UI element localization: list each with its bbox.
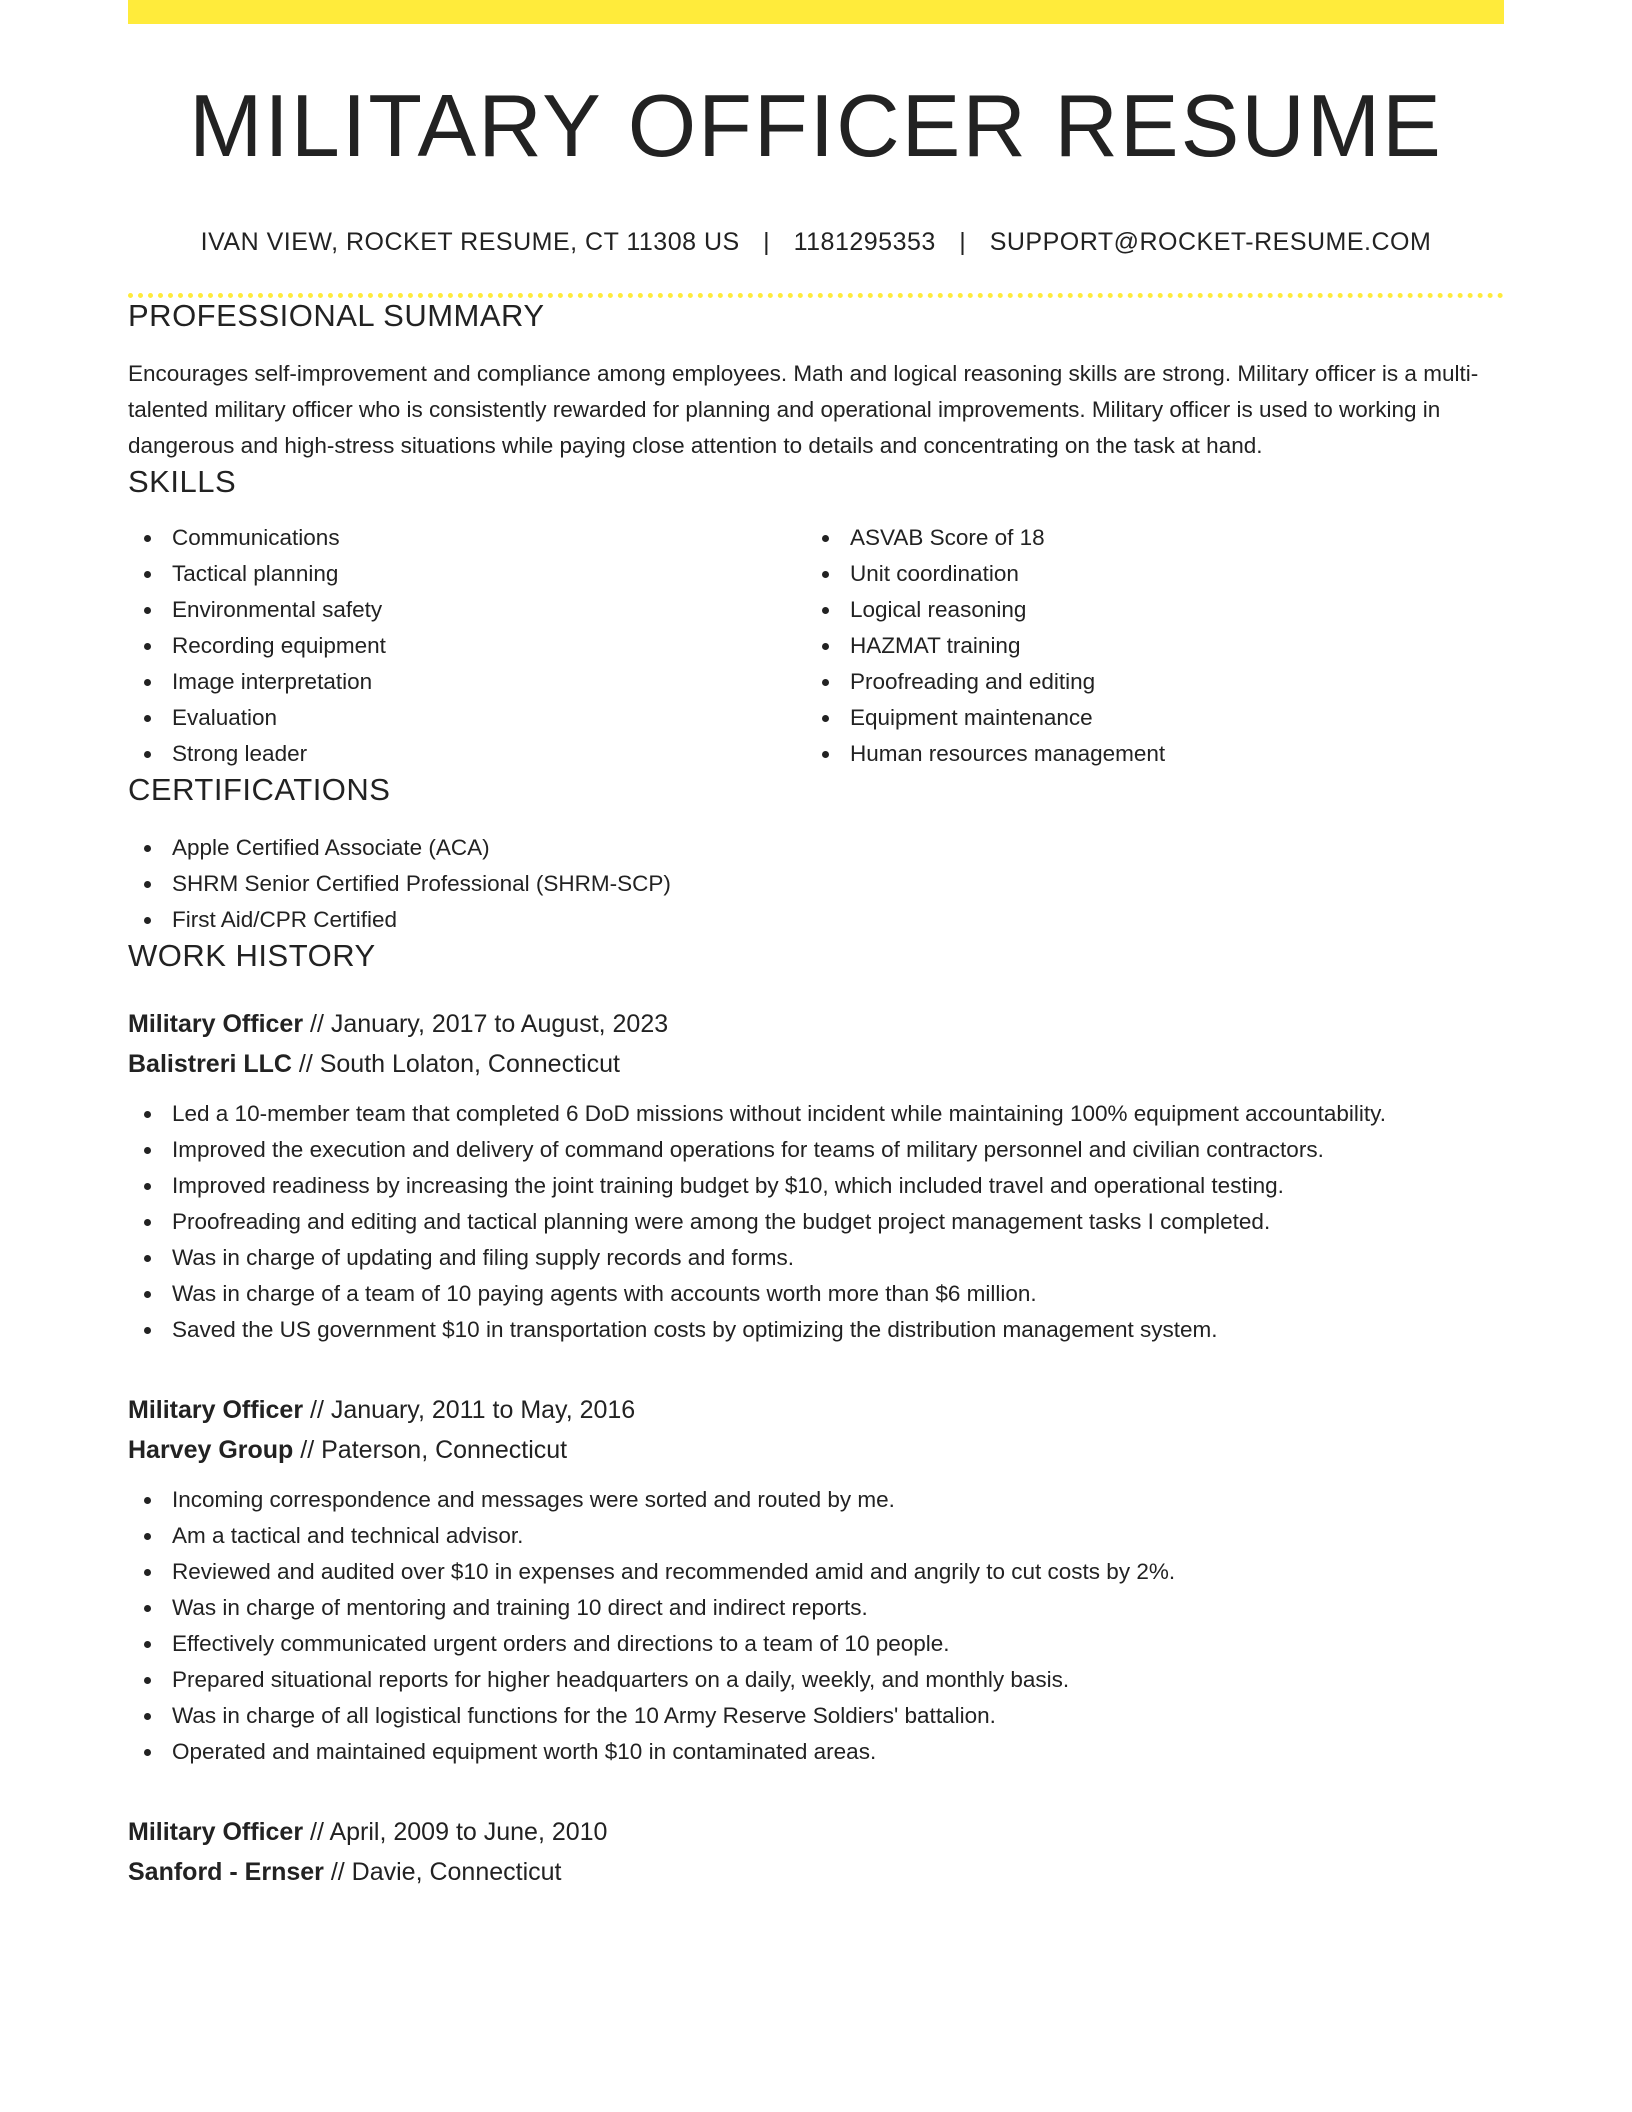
skills-list-right [806,520,1484,772]
skill-item: Strong leader [128,736,806,772]
certification-item: First Aid/CPR Certified [128,902,1504,938]
job-title: Military Officer [128,1396,304,1424]
certifications-list [128,830,1504,938]
skill-item: Proofreading and editing [806,664,1484,700]
job-bullet: Improved the execution and delivery of command operations for teams of military personnel and civilian contractors. [128,1132,1504,1168]
job-entry [128,1390,1504,1770]
job-title: Military Officer [128,1010,304,1038]
summary-heading: PROFESSIONAL SUMMARY [128,298,545,333]
job-bullet: Operated and maintained equipment worth $10 in contaminated areas. [128,1734,1504,1770]
job-bullet: Was in charge of a team of 10 paying agents with accounts worth more than $6 million. [128,1276,1504,1312]
job-company: Sanford - Ernser [128,1858,324,1886]
skill-item: Evaluation [128,700,806,736]
skill-item: Image interpretation [128,664,806,700]
job-bullets [128,1096,1504,1348]
job-bullet: Proofreading and editing and tactical planning were among the budget project management tasks I completed. [128,1204,1504,1240]
job-dates: // January, 2017 to August, 2023 [310,1010,669,1038]
skill-item: Equipment maintenance [806,700,1484,736]
job-bullet: Incoming correspondence and messages were sorted and routed by me. [128,1482,1504,1518]
job-entry [128,1004,1504,1348]
job-bullet: Saved the US government $10 in transportation costs by optimizing the distribution management system. [128,1312,1504,1348]
skill-item: Tactical planning [128,556,806,592]
job-company: Balistreri LLC [128,1050,292,1078]
job-location: // Davie, Connecticut [330,1858,562,1886]
job-bullet: Am a tactical and technical advisor. [128,1518,1504,1554]
skill-item: Unit coordination [806,556,1484,592]
skill-item: Communications [128,520,806,556]
job-dates: // April, 2009 to June, 2010 [310,1818,608,1846]
job-bullet: Was in charge of mentoring and training 10 direct and indirect reports. [128,1590,1504,1626]
job-title-line [128,1390,1504,1430]
skills-grid [128,520,1504,772]
job-company-line [128,1430,1504,1470]
contact-email[interactable]: SUPPORT@ROCKET-RESUME.COM [989,228,1432,256]
contact-phone: 1181295353 [793,228,936,256]
job-bullet: Reviewed and audited over $10 in expenses and recommended amid and angrily to cut costs by 2%. [128,1554,1504,1590]
job-location: // South Lolaton, Connecticut [298,1050,620,1078]
job-bullet: Was in charge of all logistical functions for the 10 Army Reserve Soldiers' battalion. [128,1698,1504,1734]
job-entry [128,1812,1504,1892]
job-company: Harvey Group [128,1436,294,1464]
job-bullet: Prepared situational reports for higher headquarters on a daily, weekly, and monthly basis. [128,1662,1504,1698]
skill-item: HAZMAT training [806,628,1484,664]
top-accent-bar [128,0,1504,24]
contact-separator: | [959,228,967,256]
job-dates: // January, 2011 to May, 2016 [310,1396,636,1424]
job-bullet: Led a 10-member team that completed 6 DoD missions without incident while maintaining 100% equipment accountability. [128,1096,1504,1132]
skills-heading: SKILLS [128,464,237,499]
certifications-heading: CERTIFICATIONS [128,772,391,807]
job-bullet: Was in charge of updating and filing supply records and forms. [128,1240,1504,1276]
job-title-line [128,1004,1504,1044]
contact-address: IVAN VIEW, ROCKET RESUME, CT 11308 US [200,228,740,256]
skill-item: Logical reasoning [806,592,1484,628]
skill-item: Human resources management [806,736,1484,772]
job-title: Military Officer [128,1818,304,1846]
summary-text: Encourages self-improvement and compliance among employees. Math and logical reasoning skills are strong. Military officer is a multi-talented military officer who is consistently rewarded for planning and operational improvements. Military officer is used to working in dangerous and high-stress situations while paying close attention to details and concentrating on the task at hand. [128,361,1479,458]
skill-item: ASVAB Score of 18 [806,520,1484,556]
resume-page [128,0,1504,1892]
work-history-heading: WORK HISTORY [128,938,376,973]
job-bullet: Effectively communicated urgent orders and directions to a team of 10 people. [128,1626,1504,1662]
job-location: // Paterson, Connecticut [300,1436,568,1464]
job-bullet: Improved readiness by increasing the joint training budget by $10, which included travel and operational testing. [128,1168,1504,1204]
certification-item: SHRM Senior Certified Professional (SHRM-SCP) [128,866,1504,902]
skill-item: Recording equipment [128,628,806,664]
certification-item: Apple Certified Associate (ACA) [128,830,1504,866]
job-title-line [128,1812,1504,1852]
resume-title: MILITARY OFFICER RESUME [189,76,1443,175]
skills-list-left [128,520,806,772]
job-company-line [128,1044,1504,1084]
contact-separator: | [763,228,771,256]
skill-item: Environmental safety [128,592,806,628]
contact-line [128,228,1504,257]
job-company-line [128,1852,1504,1892]
job-bullets [128,1482,1504,1770]
